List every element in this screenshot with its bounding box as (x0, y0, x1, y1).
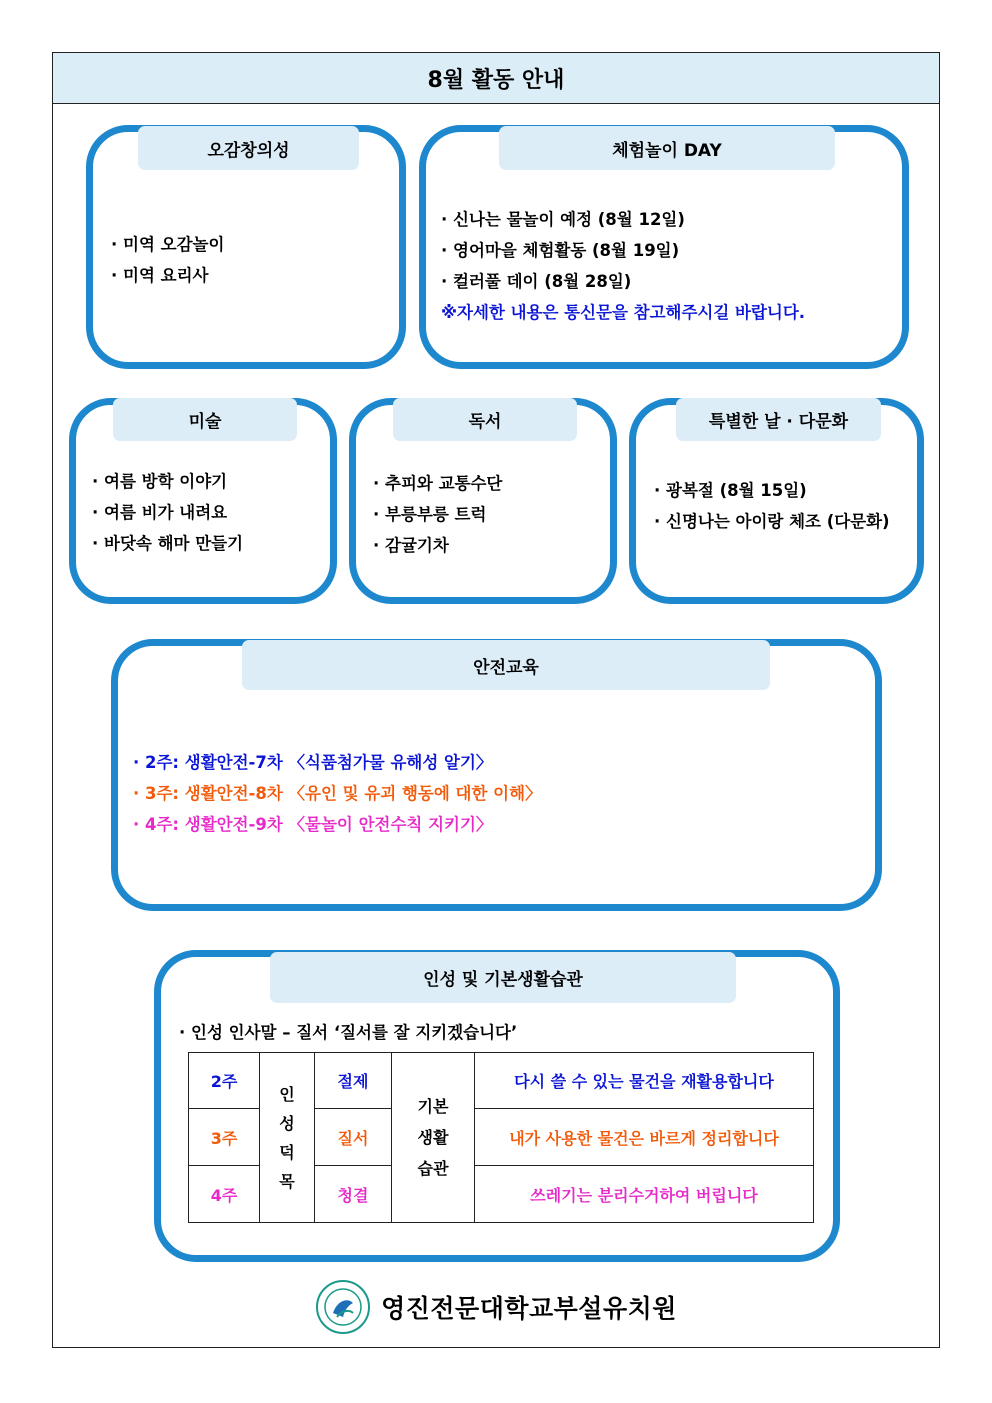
habit-header-line: 생활 (417, 1128, 449, 1147)
art-label: 미술 (113, 398, 297, 441)
habit-header (392, 1053, 475, 1223)
senses-label: 오감창의성 (138, 126, 359, 170)
special-list (654, 475, 890, 537)
notice-frame (52, 52, 940, 1348)
list-item: · 여름 비가 내려요 (92, 503, 228, 522)
habit-cell: 쓰레기는 분리수거하여 버립니다 (475, 1166, 814, 1223)
page-title: 8월 활동 안내 (53, 53, 939, 104)
list-item: · 광복절 (8월 15일) (654, 481, 807, 500)
school-name: 영진전문대학교부설유치원 (381, 1294, 677, 1323)
list-item: · 여름 방학 이야기 (92, 472, 228, 491)
virtue-cell: 절제 (315, 1053, 392, 1109)
list-item: · 감귤기차 (373, 536, 449, 555)
list-item: · 컬러풀 데이 (8월 28일) (441, 272, 632, 291)
special-label: 특별한 날 · 다문화 (676, 398, 881, 441)
virtue-header-char: 인 (279, 1084, 295, 1104)
virtue-header-char: 덕 (279, 1142, 295, 1162)
footer (53, 1279, 939, 1335)
safety-list (133, 747, 542, 840)
habit-cell: 내가 사용한 물건은 바르게 정리합니다 (475, 1109, 814, 1166)
virtue-header (260, 1053, 315, 1223)
virtue-header-char: 목 (279, 1171, 295, 1191)
habit-cell: 다시 쓸 수 있는 물건을 재활용합니다 (475, 1053, 814, 1109)
week-cell: 2주 (189, 1053, 260, 1109)
reading-list (373, 468, 502, 561)
list-item: · 미역 오감놀이 (111, 235, 225, 254)
senses-list (111, 229, 224, 291)
week-cell: 4주 (189, 1166, 260, 1223)
university-seal-icon (315, 1279, 371, 1335)
list-item: · 추피와 교통수단 (373, 474, 503, 493)
habit-header-line: 습관 (417, 1159, 449, 1178)
week-cell: 3주 (189, 1109, 260, 1166)
list-item: · 2주: 생활안전-7차 〈식품첨가물 유해성 알기〉 (133, 753, 493, 772)
list-item: · 신나는 물놀이 예정 (8월 12일) (441, 210, 685, 229)
habit-header-line: 기본 (417, 1097, 449, 1116)
art-list (92, 466, 243, 559)
list-item: · 4주: 생활안전-9차 〈물놀이 안전수칙 지키기〉 (133, 815, 493, 834)
virtue-header-char: 성 (279, 1113, 295, 1133)
list-item: · 3주: 생활안전-8차 〈유인 및 유괴 행동에 대한 이해〉 (133, 784, 542, 803)
list-item: · 신명나는 아이랑 체조 (다문화) (654, 512, 890, 531)
list-item: · 바닷속 해마 만들기 (92, 534, 244, 553)
list-item: · 미역 요리사 (111, 266, 209, 285)
notice-note: ※자세한 내용은 통신문을 참고해주시길 바랍니다. (441, 303, 806, 322)
experience-list (441, 204, 805, 328)
character-intro: · 인성 인사말 – 질서 ‘질서를 잘 지키겠습니다’ (179, 1023, 518, 1042)
reading-label: 독서 (393, 398, 577, 441)
virtue-cell: 질서 (315, 1109, 392, 1166)
table-row (189, 1053, 814, 1109)
list-item: · 부릉부릉 트럭 (373, 505, 487, 524)
safety-label: 안전교육 (242, 640, 770, 690)
character-label: 인성 및 기본생활습관 (270, 952, 736, 1003)
virtue-cell: 청결 (315, 1166, 392, 1223)
experience-label: 체험놀이 DAY (499, 126, 835, 170)
habit-table (188, 1052, 814, 1223)
list-item: · 영어마을 체험활동 (8월 19일) (441, 241, 680, 260)
